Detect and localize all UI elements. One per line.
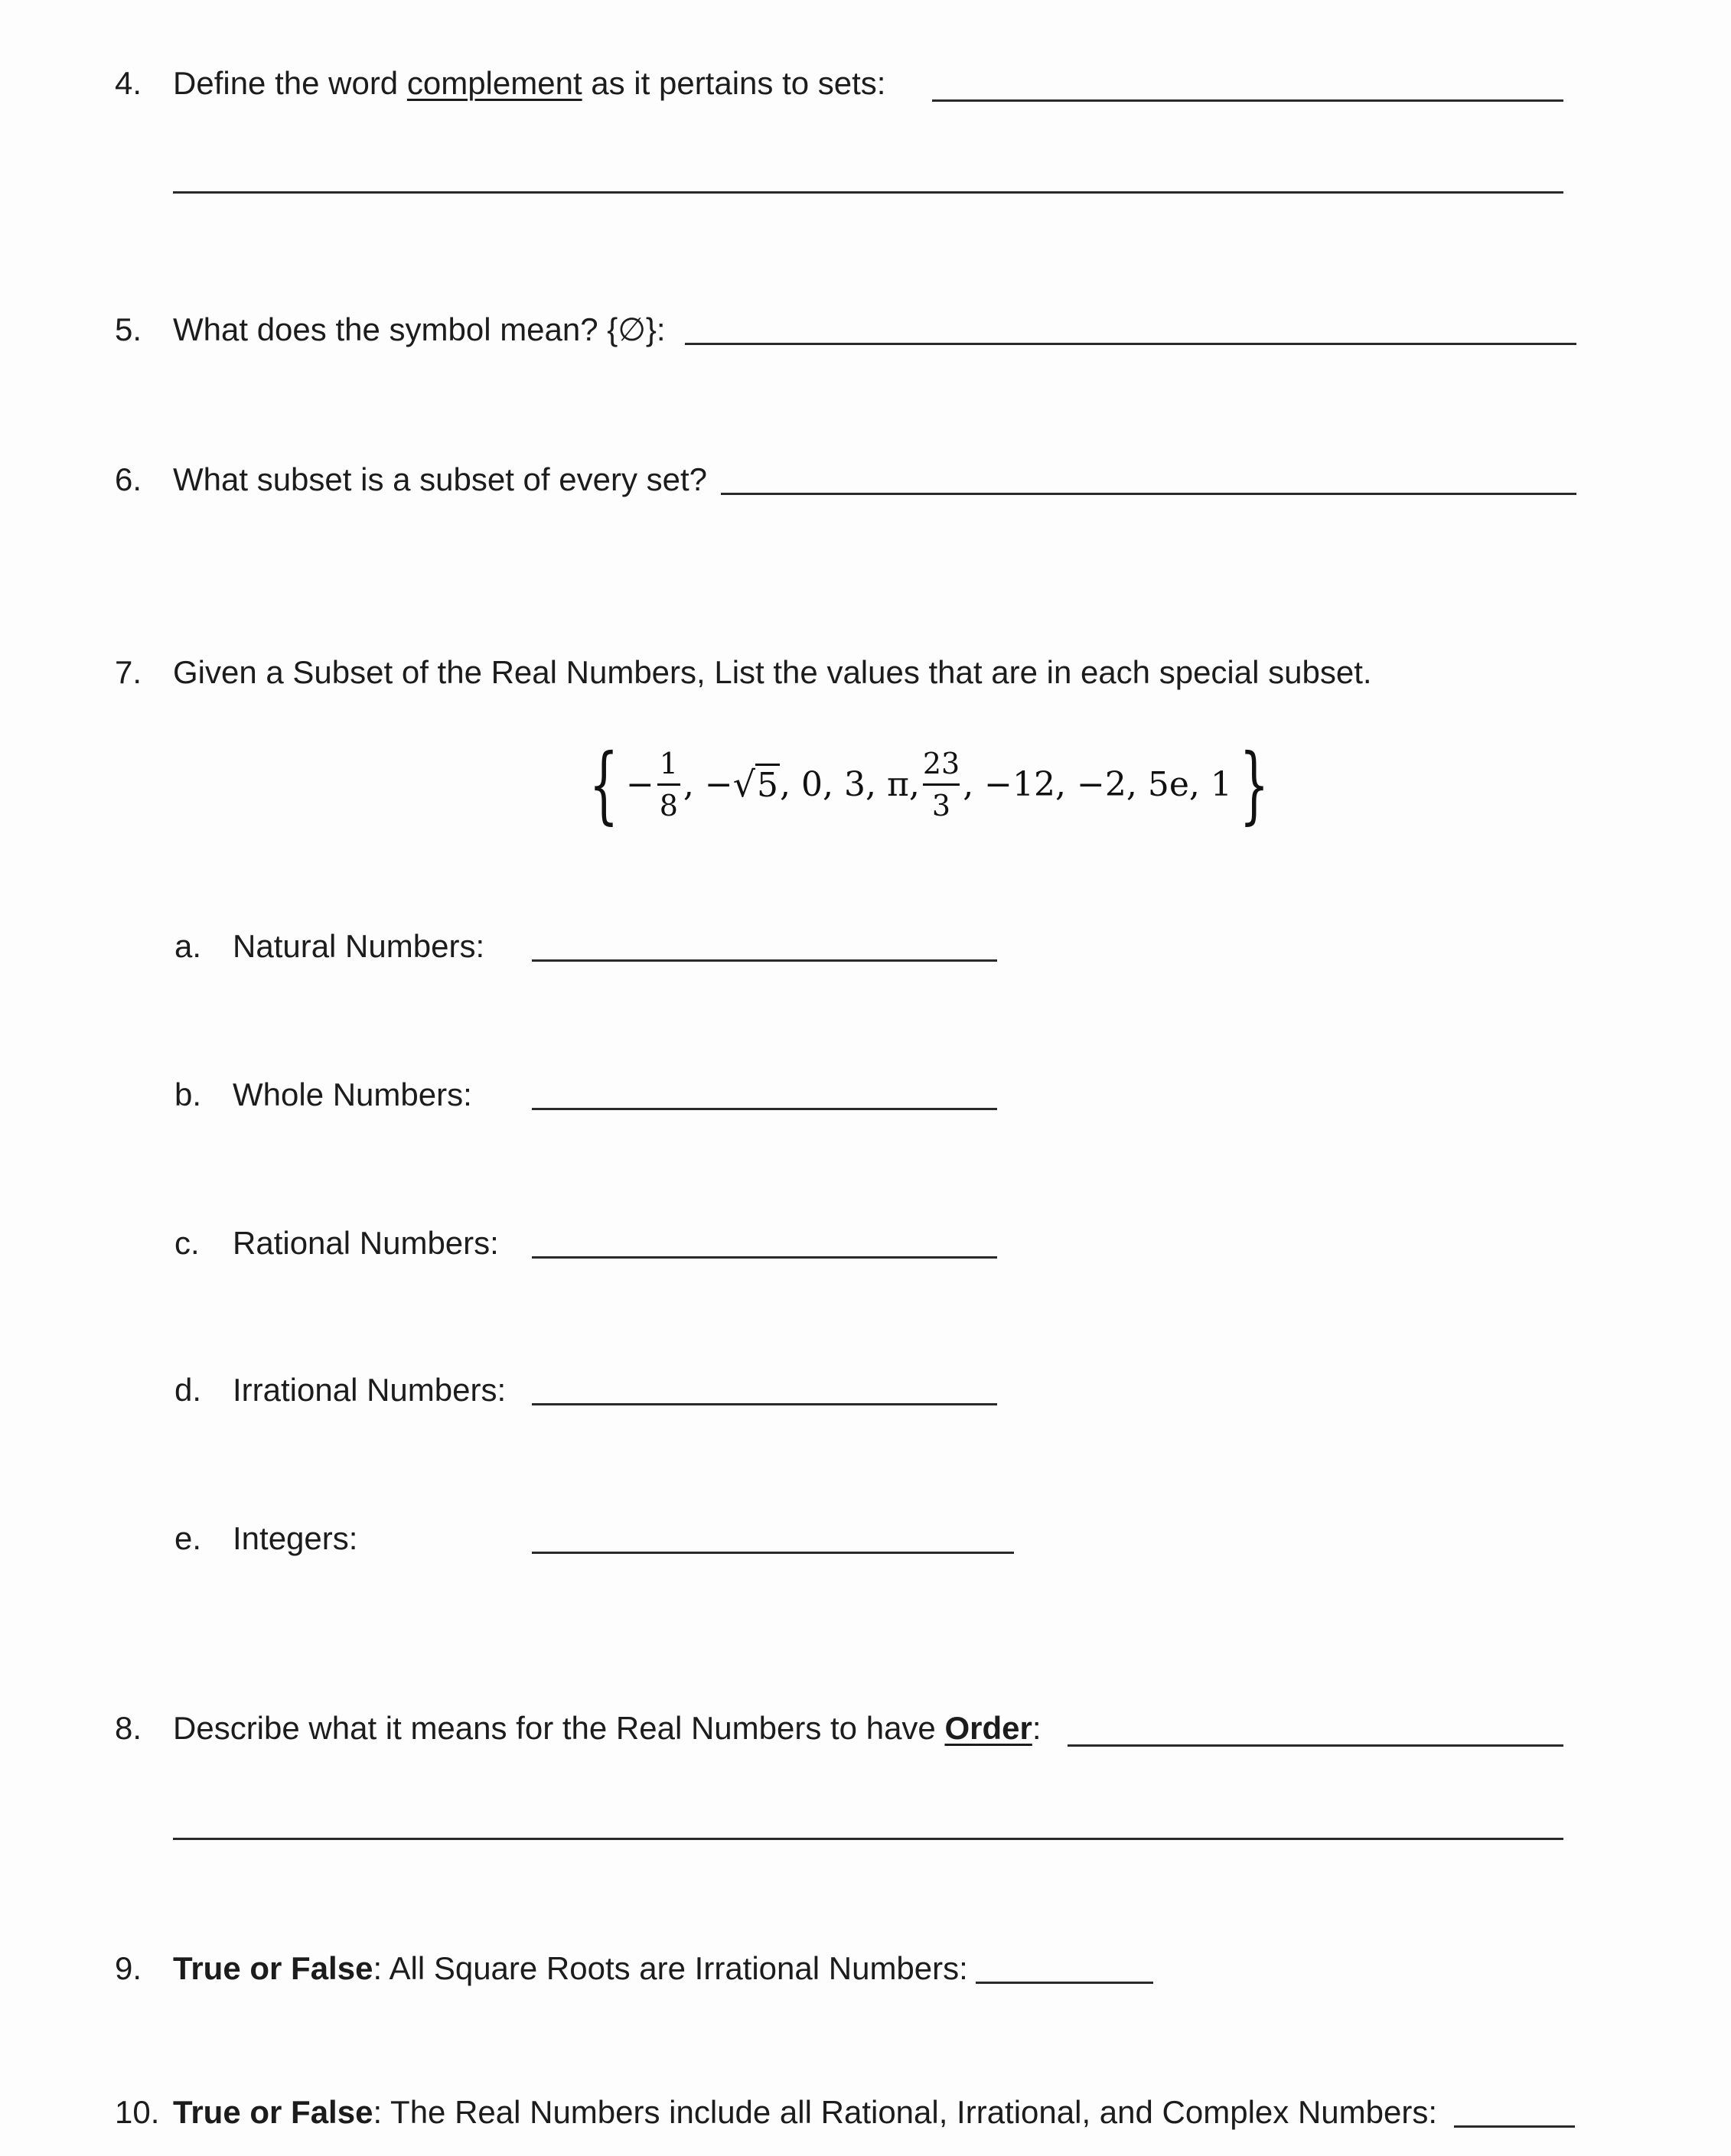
q10-text (173, 2096, 1437, 2128)
square-root-argument: 5 (755, 764, 780, 805)
q9-answer-line[interactable] (976, 1982, 1153, 1984)
q4-term-complement: complement (406, 65, 582, 101)
set-tail-values: , −12, −2, 5e, 1 (963, 764, 1232, 804)
fraction-bar (657, 783, 680, 786)
q7b-label: Whole Numbers: (233, 1076, 472, 1112)
q7b-letter: b. (174, 1076, 202, 1112)
q7c-answer-line[interactable] (532, 1256, 997, 1259)
q8-text-after: : (1032, 1710, 1042, 1746)
q7c-label: Rational Numbers: (233, 1225, 499, 1261)
fraction-one-eighth (657, 747, 680, 822)
fraction-23-3-denominator: 3 (931, 788, 951, 822)
q10-or-label: or (240, 2094, 292, 2130)
square-root-symbol: √ (732, 764, 756, 805)
q9-number: 9. (115, 1950, 142, 1986)
q8-text-before: Describe what it means for the Real Numbers to have (173, 1710, 945, 1746)
fraction-23-3-numerator: 23 (922, 746, 960, 780)
q7a-answer-line[interactable] (532, 959, 997, 962)
q4-number: 4. (115, 65, 142, 101)
fraction-one-eighth-denominator: 8 (659, 788, 678, 822)
q7c-letter: c. (174, 1225, 200, 1261)
q9-true-label: True (173, 1950, 241, 1986)
q10-answer-line[interactable] (1454, 2125, 1575, 2128)
q7a-label: Natural Numbers: (233, 928, 485, 964)
set-close-brace: } (1239, 735, 1270, 833)
set-middle-values: , 0, 3, π, (780, 764, 920, 804)
q10-number: 10. (115, 2094, 160, 2130)
q7-number: 7. (115, 654, 142, 690)
q7d-label: Irrational Numbers: (233, 1372, 507, 1408)
fraction-one-eighth-numerator: 1 (659, 746, 678, 780)
q4-answer-line-1[interactable] (932, 99, 1563, 102)
set-separator: , − (683, 764, 733, 804)
q7e-label: Integers: (233, 1520, 358, 1556)
q9-statement: : All Square Roots are Irrational Numbers: (373, 1950, 968, 1986)
q8-answer-line-1[interactable] (1068, 1744, 1563, 1747)
q7e-answer-line[interactable] (532, 1552, 1014, 1554)
q7d-letter: d. (174, 1372, 202, 1408)
q7d-answer-line[interactable] (532, 1403, 997, 1405)
real-number-set-expression (582, 734, 1276, 834)
q8-number: 8. (115, 1710, 142, 1746)
q9-or-label: or (240, 1950, 292, 1986)
q7e-letter: e. (174, 1520, 202, 1556)
fraction-twenty-three-thirds (923, 747, 960, 822)
q8-text (173, 1712, 1042, 1744)
q5-answer-line[interactable] (685, 343, 1576, 345)
q9-false-label: False (291, 1950, 373, 1986)
q4-answer-line-2[interactable] (173, 191, 1563, 194)
q8-answer-line-2[interactable] (173, 1838, 1563, 1840)
q5-number: 5. (115, 311, 142, 347)
q7-text: Given a Subset of the Real Numbers, List the values that are in each special subset. (173, 654, 1372, 690)
q4-text-after: as it pertains to sets: (582, 65, 886, 101)
q6-answer-line[interactable] (721, 493, 1576, 495)
set-open-brace: { (588, 735, 619, 833)
q4-text (173, 67, 885, 99)
q7a-letter: a. (174, 928, 202, 964)
q6-text: What subset is a subset of every set? (173, 461, 708, 497)
q4-text-before: Define the word (173, 65, 407, 101)
q10-true-label: True (173, 2094, 241, 2130)
q6-number: 6. (115, 461, 142, 497)
fraction-bar (923, 783, 960, 786)
q7b-answer-line[interactable] (532, 1108, 997, 1110)
q10-statement: : The Real Numbers include all Rational, Irrational, and Complex Numbers: (373, 2094, 1437, 2130)
q5-text: What does the symbol mean? {∅}: (173, 311, 666, 347)
q10-false-label: False (291, 2094, 373, 2130)
q8-term-order: Order (944, 1710, 1032, 1746)
set-minus-sign: − (626, 764, 654, 804)
q9-text (173, 1952, 968, 1985)
